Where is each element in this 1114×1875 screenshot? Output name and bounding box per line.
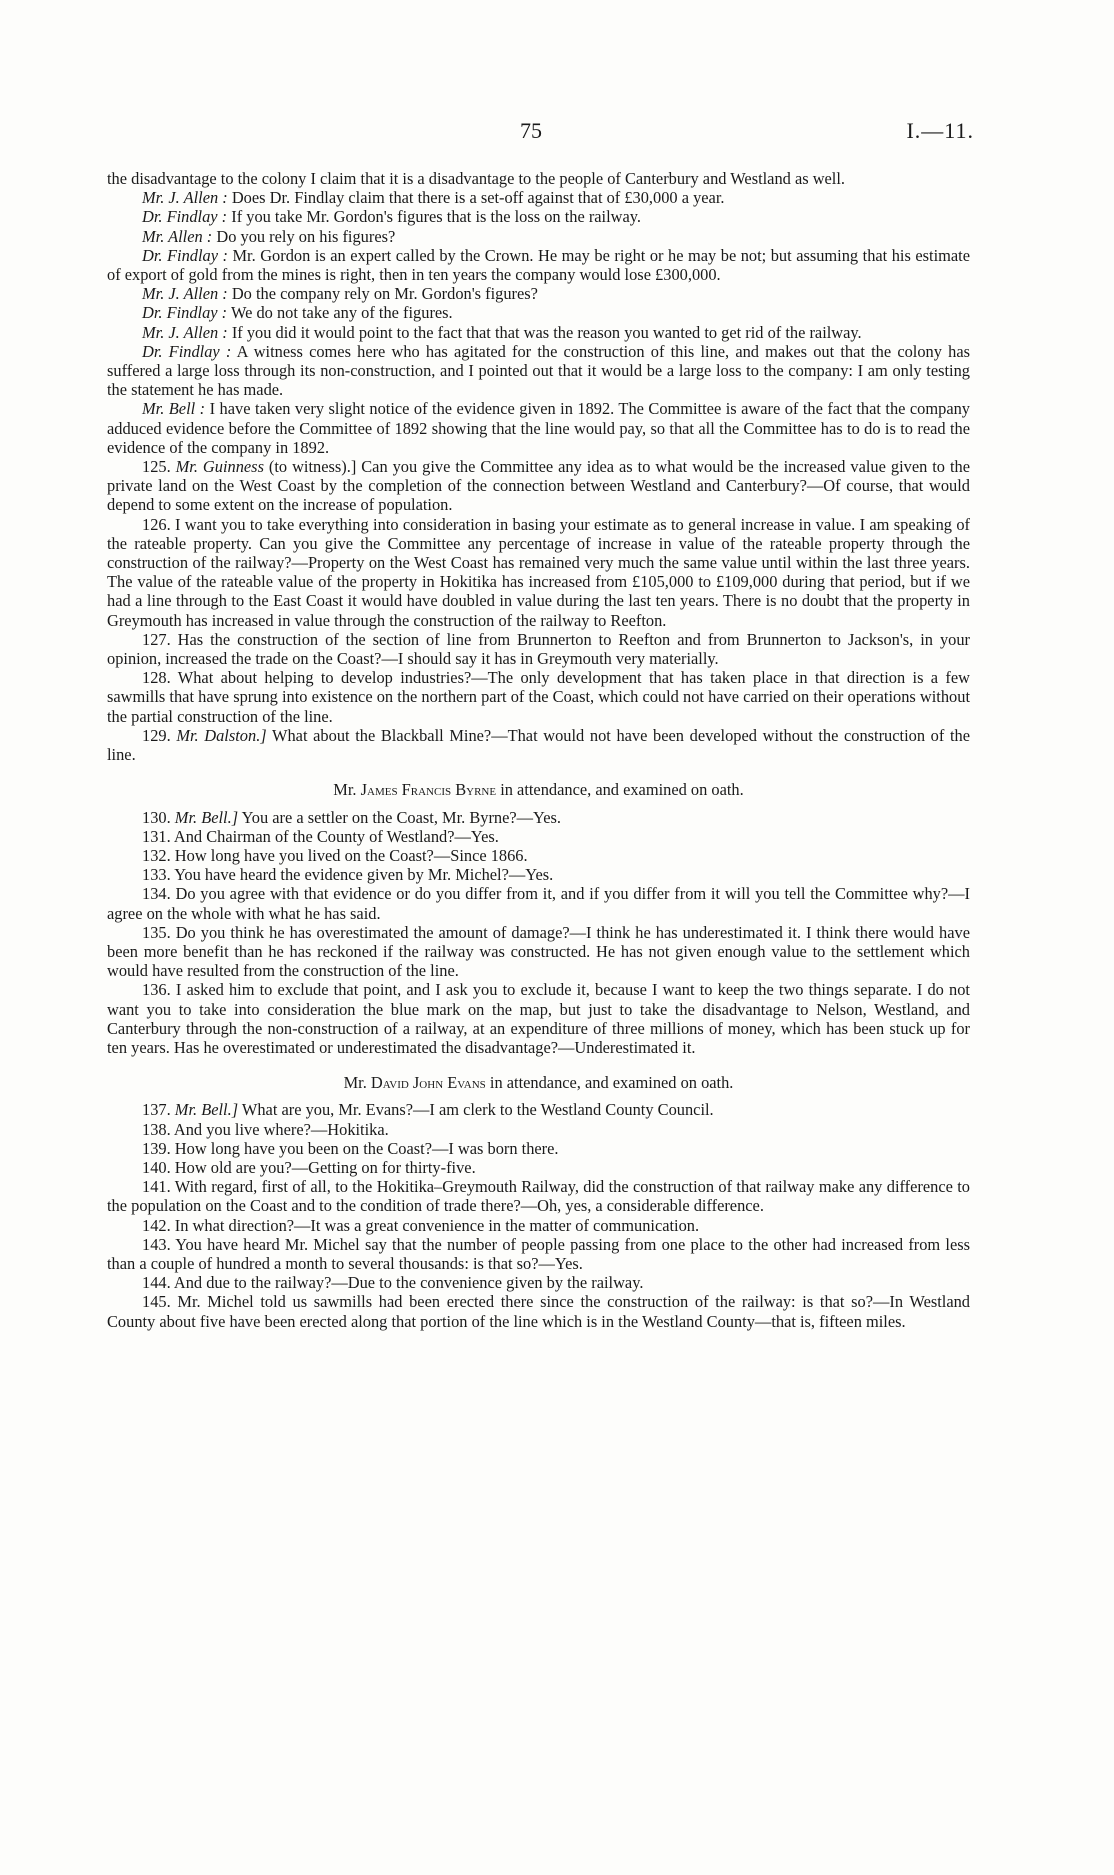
question-paragraph: [107, 980, 970, 1057]
question-number: 129.: [142, 725, 171, 745]
question-paragraph: [107, 865, 970, 884]
heading-suffix: in attendance, and examined on oath.: [496, 780, 744, 800]
speaker-name: Mr. J. Allen :: [142, 188, 228, 208]
question-paragraph: [107, 1273, 970, 1292]
question-paragraph: [107, 726, 970, 764]
paragraph-text: the disadvantage to the colony I claim that it is a disadvantage to the people of Canterbury and Westland as well.: [107, 169, 846, 188]
question-paragraph: [107, 1235, 970, 1273]
question-text: How long have you been on the Coast?—I was born there.: [174, 1138, 559, 1158]
speech-text: We do not take any of the figures.: [227, 303, 453, 323]
question-text: You have heard Mr. Michel say that the number of people passing from one place to the other had increased from less than a couple of hundred a month to several thousands: is that so?—Yes.: [107, 1234, 970, 1273]
speech-text: Do the company rely on Mr. Gordon's figures?: [227, 284, 538, 304]
speech-text: Does Dr. Findlay claim that there is a set-off against that of £30,000 a year.: [227, 188, 725, 208]
question-paragraph: [107, 1100, 970, 1119]
question-text: With regard, first of all, to the Hokitika–Greymouth Railway, did the construction of that railway make any difference to the population on the Coast and to the condition of trade there?—Oh, yes, a considerable difference.: [107, 1177, 970, 1216]
question-paragraph: [107, 884, 970, 922]
speech-paragraph: [107, 188, 970, 207]
question-number: 126.: [142, 514, 171, 534]
questioner-name: Mr. Dalston.]: [176, 725, 267, 745]
question-paragraph: [107, 515, 970, 630]
speech-paragraph: [107, 227, 970, 246]
speech-paragraph: [107, 246, 970, 284]
witness-heading: [107, 780, 970, 799]
question-text: (to witness).] Can you give the Committee any idea as to what would be the increased value given to the private land on the West Coast by the completion of the connection between Westland and Canterbury?—Of course, that would depend to some extent on the increase of population.: [107, 457, 970, 515]
continued-paragraph: [107, 169, 970, 188]
question-number: 140.: [142, 1157, 171, 1177]
speech-text: Mr. Gordon is an expert called by the Crown. He may be right or he may be not; but assuming that his estimate of export of gold from the mines is right, then in ten years the company would lose £300,000.: [107, 245, 970, 285]
question-paragraph: [107, 630, 970, 668]
question-paragraph: [107, 808, 970, 827]
speech-paragraph: [107, 323, 970, 342]
question-text: Has the construction of the section of line from Brunnerton to Reefton and from Brunnerton to Jackson's, in your opinion, increased the trade on the Coast?—I should say it has in Greymouth very materially.: [107, 629, 970, 669]
question-paragraph: [107, 668, 970, 726]
question-number: 139.: [142, 1138, 171, 1158]
speaker-name: Mr. J. Allen :: [142, 322, 228, 342]
question-text: You are a settler on the Coast, Mr. Byrne?—Yes.: [238, 807, 562, 827]
question-text: How long have you lived on the Coast?—Since 1866.: [174, 845, 528, 865]
question-text: What are you, Mr. Evans?—I am clerk to the Westland County Council.: [238, 1100, 714, 1120]
questioner-name: Mr. Guinness: [175, 457, 264, 477]
speaker-name: Dr. Findlay :: [142, 303, 228, 323]
questioner-name: Mr. Bell.]: [174, 807, 239, 827]
speech-text: I have taken very slight notice of the evidence given in 1892. The Committee is aware of the fact that the company adduced evidence before the Committee of 1892 showing that the line would pay, so that all the Committee has to do is to read the evidence of the company in 1892.: [107, 399, 970, 457]
question-number: 144.: [142, 1273, 171, 1293]
question-number: 131.: [142, 826, 171, 846]
question-number: 141.: [142, 1177, 171, 1197]
document-body: [107, 169, 970, 1331]
witness-name: James Francis Byrne: [360, 780, 497, 800]
speech-text: If you did it would point to the fact that that was the reason you wanted to get rid of the railway.: [227, 322, 862, 342]
speaker-name: Dr. Findlay :: [142, 245, 228, 265]
question-paragraph: [107, 1177, 970, 1215]
question-number: 136.: [142, 980, 171, 1000]
question-number: 143.: [142, 1234, 171, 1254]
question-number: 135.: [142, 922, 171, 942]
witness-heading: [107, 1073, 970, 1092]
question-number: 125.: [142, 457, 171, 477]
question-paragraph: [107, 457, 970, 515]
question-number: 137.: [142, 1100, 171, 1120]
page-header: [0, 118, 1114, 148]
speech-paragraph: [107, 342, 970, 400]
question-number: 127.: [142, 629, 171, 649]
speaker-name: Mr. Allen :: [142, 226, 213, 246]
question-text: How old are you?—Getting on for thirty-five.: [174, 1157, 476, 1177]
question-number: 145.: [142, 1292, 171, 1312]
speech-text: If you take Mr. Gordon's figures that is the loss on the railway.: [227, 207, 641, 227]
question-text: And due to the railway?—Due to the convenience given by the railway.: [173, 1273, 644, 1293]
question-paragraph: [107, 923, 970, 981]
question-paragraph: [107, 1158, 970, 1177]
speaker-name: Dr. Findlay :: [142, 207, 228, 227]
heading-prefix: Mr.: [343, 1073, 371, 1093]
speech-paragraph: [107, 303, 970, 322]
question-text: And you live where?—Hokitika.: [173, 1119, 389, 1139]
question-text: And Chairman of the County of Westland?—Yes.: [173, 826, 499, 846]
question-number: 142.: [142, 1215, 171, 1235]
question-paragraph: [107, 1139, 970, 1158]
question-number: 128.: [142, 668, 171, 688]
page-reference: I.—11.: [906, 118, 974, 143]
question-number: 130.: [142, 807, 171, 827]
speech-text: A witness comes here who has agitated for the construction of this line, and makes out that the colony has suffered a large loss through its non-construction, and I pointed out that it would be a large loss to the company: I am only testing the statement he has made.: [107, 341, 970, 400]
speech-paragraph: [107, 284, 970, 303]
question-number: 138.: [142, 1119, 171, 1139]
heading-prefix: Mr.: [333, 780, 361, 800]
question-text: I asked him to exclude that point, and I ask you to exclude it, because I want to keep the two things separate. I do not want you to take into consideration the blue mark on the map, but just to take the disadvantage to Nelson, Westland, and Canterbury through the non-construction of a railway, at an expenditure of three millions of money, which has been stuck up for ten years. Has he overestimated or underestimated the disadvantage?—Underestimated it.: [107, 980, 970, 1057]
questioner-name: Mr. Bell.]: [174, 1100, 239, 1120]
question-paragraph: [107, 1292, 970, 1330]
question-text: What about the Blackball Mine?—That would not have been developed without the construction of the line.: [107, 725, 970, 765]
question-paragraph: [107, 846, 970, 865]
speaker-name: Mr. Bell :: [142, 399, 206, 419]
question-number: 133.: [142, 865, 171, 885]
question-number: 134.: [142, 884, 171, 904]
question-paragraph: [107, 1216, 970, 1235]
speech-paragraph: [107, 207, 970, 226]
question-text: You have heard the evidence given by Mr. Michel?—Yes.: [174, 865, 554, 885]
page-number: 75: [520, 118, 542, 143]
question-text: Mr. Michel told us sawmills had been erected there since the construction of the railway: is that so?—In Westland County about five have been erected along that portion of the line which is in the Westland County—that is, fifteen miles.: [107, 1292, 970, 1331]
speaker-name: Dr. Findlay :: [142, 341, 232, 361]
speech-text: Do you rely on his figures?: [212, 226, 396, 246]
speaker-name: Mr. J. Allen :: [142, 284, 228, 304]
question-text: Do you agree with that evidence or do you differ from it, and if you differ from it will you tell the Committee why?—I agree on the whole with what he has said.: [107, 884, 970, 923]
witness-name: David John Evans: [370, 1073, 486, 1093]
question-text: I want you to take everything into consideration in basing your estimate as to general increase in value. I am speaking of the rateable property. Can you give the Committee any percentage of increase in value of the rateable property through the construction of the railway?—Property on the West Coast has remained very much the same value until within the last three years. The value of the rateable value of the property in Hokitika has increased from £105,000 to £109,000 during that period, but if we had a line through to the East Coast it would have doubled in value during the last ten years. There is no doubt that the property in Greymouth has increased in value through the construction of the railway to Reefton.: [107, 514, 970, 630]
heading-suffix: in attendance, and examined on oath.: [485, 1073, 734, 1093]
question-paragraph: [107, 827, 970, 846]
question-number: 132.: [142, 845, 171, 865]
speech-paragraph: [107, 399, 970, 457]
question-text: What about helping to develop industries?—The only development that has taken place in that direction is a few sawmills that have sprung into existence on the northern part of the Coast, which could not have carried on their operations without the partial construction of the line.: [107, 668, 970, 726]
question-paragraph: [107, 1120, 970, 1139]
question-text: In what direction?—It was a great convenience in the matter of communication.: [174, 1215, 700, 1235]
question-text: Do you think he has overestimated the amount of damage?—I think he has underestimated it. I think there would have been more benefit than he has reckoned if the railway was constructed. He has not given enough value to the settlement which would have resulted from the construction of the line.: [107, 922, 970, 981]
